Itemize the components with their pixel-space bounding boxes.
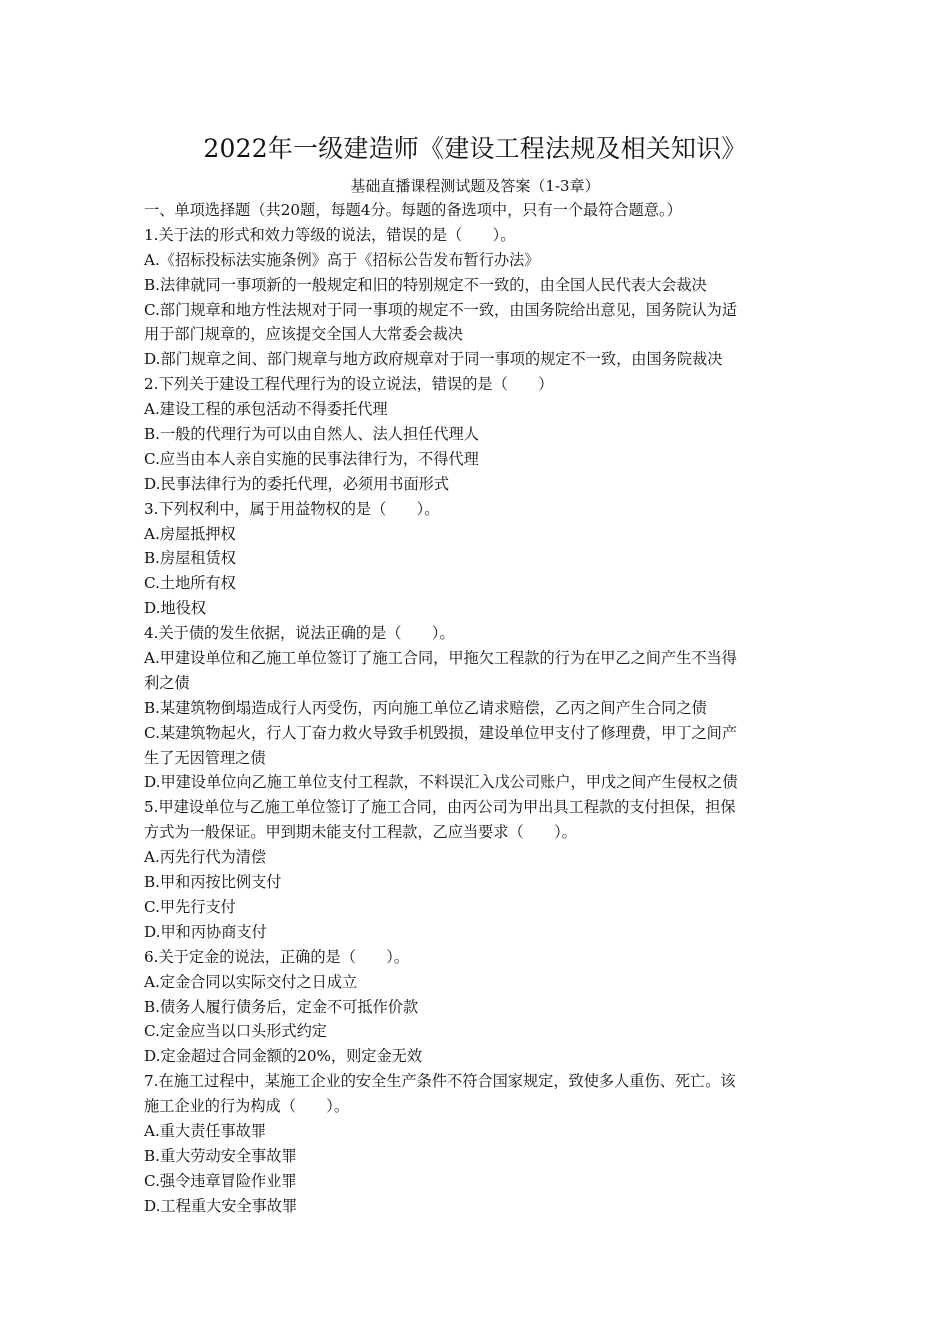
option-b: B.某建筑物倒塌造成行人丙受伤，丙向施工单位乙请求赔偿，乙丙之间产生合同之债 <box>144 698 707 717</box>
option-a: A.甲建设单位和乙施工单位签订了施工合同，甲拖欠工程款的行为在甲乙之间产生不当得 <box>144 649 737 668</box>
option-b: B.甲和丙按比例支付 <box>144 873 282 892</box>
option-a: A.建设工程的承包活动不得委托代理 <box>144 400 388 419</box>
option-a: A.丙先行代为清偿 <box>144 848 267 867</box>
option-c: C.部门规章和地方性法规对于同一事项的规定不一致，由国务院给出意见，国务院认为适 <box>144 300 738 319</box>
option-c-continued: 生了无因管理之债 <box>144 748 266 767</box>
option-c: C.甲先行支付 <box>144 897 236 916</box>
document-title: 2022年一级建造师《建设工程法规及相关知识》 <box>203 134 747 163</box>
question-stem: 5.甲建设单位与乙施工单位签订了施工合同，由丙公司为甲出具工程款的支付担保，担保 <box>144 798 736 817</box>
question-stem: 6.关于定金的说法，正确的是（ ）。 <box>144 947 410 966</box>
option-a-continued: 利之债 <box>144 673 190 692</box>
question-4 <box>144 621 810 795</box>
question-stem: 1.关于法的形式和效力等级的说法，错误的是（ ）。 <box>144 225 516 244</box>
option-d: D.部门规章之间、部门规章与地方政府规章对于同一事项的规定不一致，由国务院裁决 <box>144 350 723 369</box>
question-stem: 3.下列权利中，属于用益物权的是（ ）。 <box>144 499 440 518</box>
option-c: C.某建筑物起火，行人丁奋力救火导致手机毁损，建设单位甲支付了修理费，甲丁之间产 <box>144 723 738 742</box>
option-c: C.强令违章冒险作业罪 <box>144 1171 297 1190</box>
question-5 <box>144 795 810 944</box>
option-d: D.甲和丙协商支付 <box>144 922 267 941</box>
option-d: D.定金超过合同金额的20%，则定金无效 <box>144 1047 423 1066</box>
option-d: D.工程重大安全事故罪 <box>144 1196 298 1215</box>
option-a: A.《招标投标法实施条例》高于《招标公告发布暂行办法》 <box>144 250 540 269</box>
section-heading: 一、单项选择题（共20题，每题4分。每题的备选项中，只有一个最符合题意。） <box>144 201 682 219</box>
option-c: C.土地所有权 <box>144 574 236 593</box>
option-b: B.重大劳动安全事故罪 <box>144 1146 297 1165</box>
option-c: C.应当由本人亲自实施的民事法律行为，不得代理 <box>144 449 479 468</box>
option-d: D.地役权 <box>144 599 207 618</box>
question-stem-continued: 方式为一般保证。甲到期未能支付工程款，乙应当要求（ ）。 <box>144 823 577 842</box>
option-a: A.定金合同以实际交付之日成立 <box>144 972 358 991</box>
question-1 <box>144 223 810 372</box>
option-a: A.重大责任事故罪 <box>144 1121 267 1140</box>
option-d: D.民事法律行为的委托代理，必须用书面形式 <box>144 474 450 493</box>
option-d: D.甲建设单位向乙施工单位支付工程款，不料误汇入戊公司账户，甲戊之间产生侵权之债 <box>144 773 738 792</box>
question-3 <box>144 497 810 621</box>
option-b: B.房屋租赁权 <box>144 549 236 568</box>
question-stem: 2.下列关于建设工程代理行为的设立说法，错误的是（ ） <box>144 375 554 394</box>
question-7 <box>144 1069 810 1218</box>
question-stem-continued: 施工企业的行为构成（ ）。 <box>144 1097 350 1116</box>
document-subtitle: 基础直播课程测试题及答案（1-3章） <box>350 177 600 195</box>
question-6 <box>144 945 810 1069</box>
option-c: C.定金应当以口头形式约定 <box>144 1022 327 1041</box>
option-b: B.债务人履行债务后，定金不可抵作价款 <box>144 997 419 1016</box>
document-body <box>144 198 810 1219</box>
option-b: B.一般的代理行为可以由自然人、法人担任代理人 <box>144 425 479 444</box>
question-stem: 7.在施工过程中，某施工企业的安全生产条件不符合国家规定，致使多人重伤、死亡。该 <box>144 1072 736 1091</box>
option-b: B.法律就同一事项新的一般规定和旧的特别规定不一致的，由全国人民代表大会裁决 <box>144 275 707 294</box>
option-c-continued: 用于部门规章的，应该提交全国人大常委会裁决 <box>144 325 463 344</box>
question-2 <box>144 372 810 496</box>
option-a: A.房屋抵押权 <box>144 524 236 543</box>
question-stem: 4.关于债的发生依据，说法正确的是（ ）。 <box>144 624 455 643</box>
